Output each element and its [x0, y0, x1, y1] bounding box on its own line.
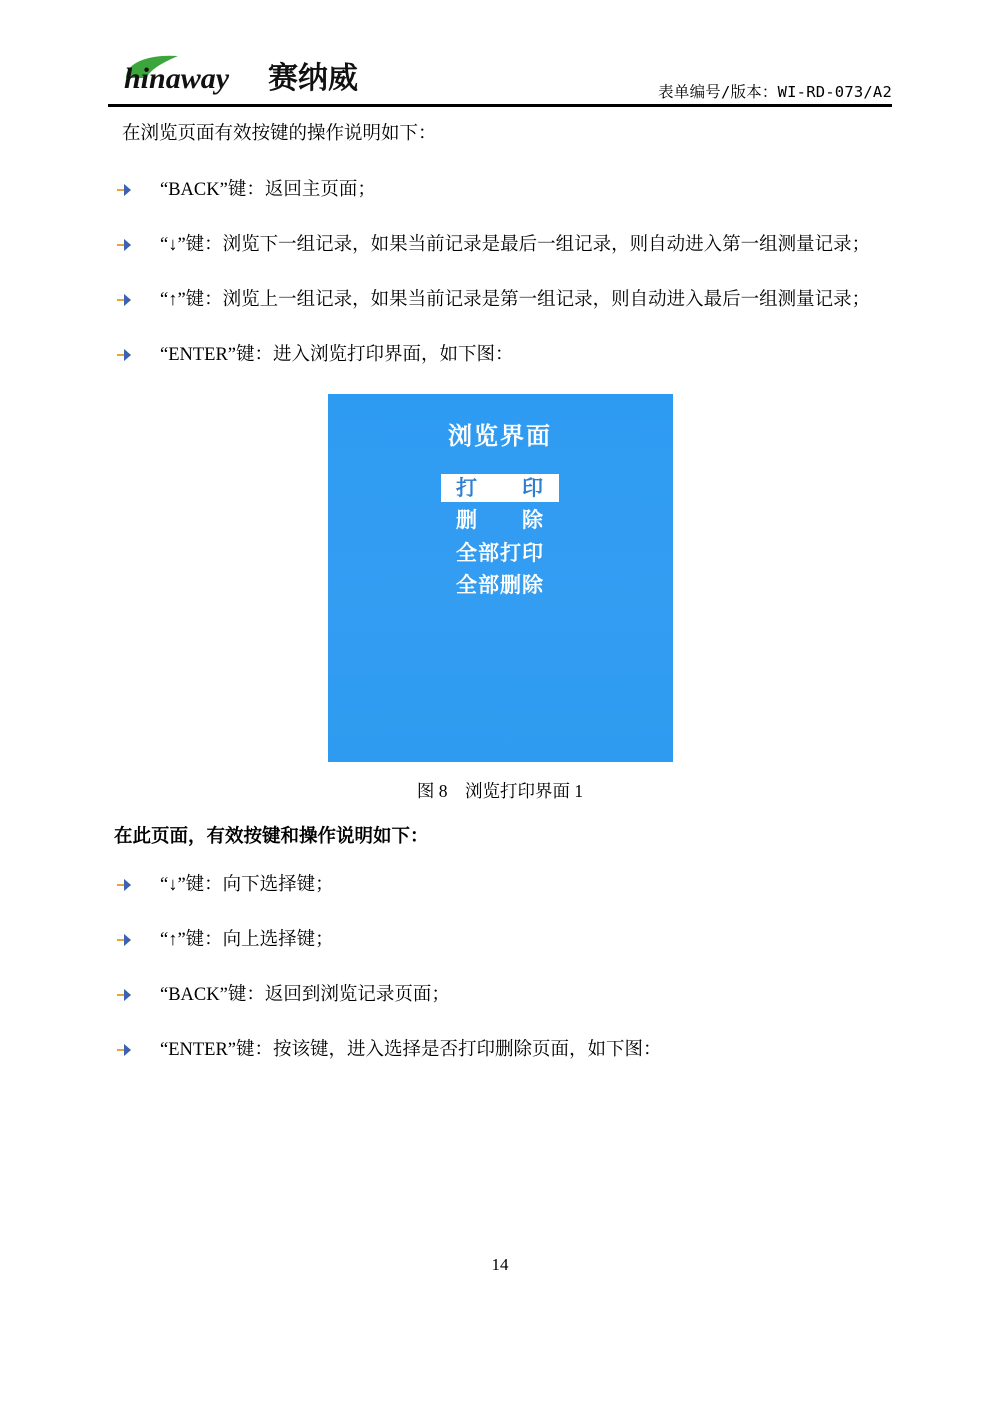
bullet-marker-icon	[114, 1039, 134, 1059]
menu-item-print-all[interactable]: 全部打印	[456, 540, 544, 565]
list-item	[108, 979, 892, 1012]
device-screen	[328, 394, 673, 762]
list-item	[108, 229, 892, 262]
list-item	[108, 869, 892, 902]
document-body	[108, 118, 892, 1089]
page-number: 14	[491, 1255, 509, 1274]
list-item	[108, 174, 892, 207]
list-item-text: “↑”键：向上选择键；	[160, 930, 334, 951]
list-item-text: “BACK”键：返回主页面；	[160, 180, 376, 201]
list-item	[108, 924, 892, 957]
header-divider	[108, 104, 892, 107]
company-logo	[116, 48, 396, 100]
list-item-text: “↑”键：浏览上一组记录，如果当前记录是第一组记录，则自动进入最后一组测量记录；	[160, 290, 871, 311]
list-item-text: “↓”键：浏览下一组记录，如果当前记录是最后一组记录，则自动进入第一组测量记录；	[160, 235, 871, 256]
list-item-text: “↓”键：向下选择键；	[160, 875, 334, 896]
page-content-area	[108, 0, 892, 1414]
list-item-text: “ENTER”键：进入浏览打印界面，如下图：	[160, 345, 514, 366]
screen-menu	[328, 474, 673, 603]
menu-item-delete-all[interactable]: 全部删除	[456, 573, 544, 598]
bullet-marker-icon	[114, 289, 134, 309]
bullet-marker-icon	[114, 234, 134, 254]
bullet-marker-icon	[114, 984, 134, 1004]
list-item	[108, 339, 892, 372]
intro-paragraph: 在浏览页面有效按键的操作说明如下：	[122, 124, 437, 144]
list-item-text: “BACK”键：返回到浏览记录页面；	[160, 985, 450, 1006]
svg-text:赛纳威: 赛纳威	[268, 62, 358, 95]
figure-caption: 图 8 浏览打印界面 1	[416, 781, 584, 802]
list-item	[108, 1034, 892, 1067]
menu-item-print[interactable]: 打 印	[441, 474, 559, 502]
screen-title: 浏览界面	[448, 424, 552, 451]
menu-item-delete[interactable]: 删 除	[456, 508, 544, 533]
page-header	[108, 46, 892, 108]
figure-browse-print-screen	[108, 394, 892, 803]
bullet-marker-icon	[114, 179, 134, 199]
svg-text:hinaway: hinaway	[124, 62, 230, 95]
document-code: 表单编号/版本：WI-RD-073/A2	[658, 83, 892, 101]
list-item	[108, 284, 892, 317]
section-heading: 在此页面，有效按键和操作说明如下：	[114, 827, 429, 848]
bullet-marker-icon	[114, 929, 134, 949]
list-item-text: “ENTER”键：按该键，进入选择是否打印删除页面，如下图：	[160, 1040, 662, 1061]
bullet-marker-icon	[114, 344, 134, 364]
bullet-marker-icon	[114, 874, 134, 894]
